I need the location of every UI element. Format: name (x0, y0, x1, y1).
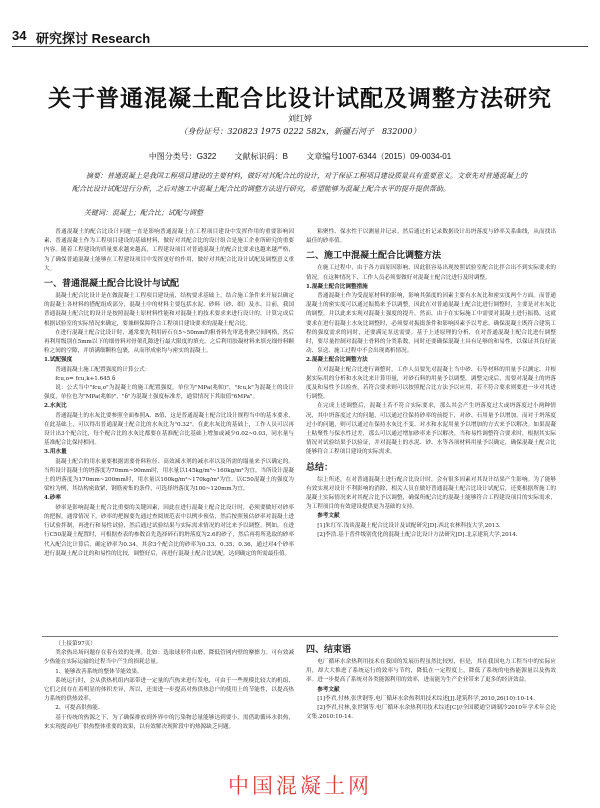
watermark-footer: 中国混凝土网 (228, 774, 372, 798)
paragraph: 说：公式当中"fcu,o"为混凝土的施工配置强度，单位为"MPa(兆帕)"，"fcu,k"为混凝土的设计强度，单位也为"MPa(兆帕)"，"δ"为混凝土强度标准差，通常情况下其取值"6MPa"。 (44, 385, 294, 401)
subsection-heading: 1.混凝土配合比调整措施 (306, 283, 368, 290)
keywords: 关键词：混凝土；配合比；试配与调整 (84, 209, 203, 217)
subsection-heading: 1.试配强度 (44, 357, 73, 364)
paragraph: [2]李浩.基于普件级别优化的混凝土配合比设计方法研究[D].北京建筑大学,2014. (317, 531, 518, 538)
paragraph: 普通混凝土作为受混原材料的影响，影响其强度的因素主要有水灰比和密实度两个方面。而普通混凝土的密实度可以通过振捣来予以调整，因此在对普通混凝土配合比进行调整时，主要是对水灰比的调整。并以此来实现对混凝土强度的提升。然而，由于在实际施工中需要对混凝土进行振捣，这就要求在进行混凝土水灰比调整时，必须要对振捣条件和影响因素予以考虑。确保混凝土既符合建筑工程的强度需求的同时，还要满足泵送需要。基于上述原理的分析，在对普通混凝土配合比进行调整时，要尽量控制对混凝土骨料的分类系数，同时还要确保混凝土具有足够的和易性，以保证其良好流动、泵送、施工过程中不会出现离析情况。 (306, 293, 556, 355)
document-code: 文献标识码：B (234, 152, 288, 161)
section-divider (42, 636, 558, 637)
section-label: 研究探讨 Research (36, 31, 151, 46)
right-column (306, 228, 556, 632)
paragraph: 混凝土配合的用水量要根据需要骨料粒径、高效减水剂的减水率以及所需的塌量来予以确定的。当所设计混凝土的坍落度为70mm~90mm时，用水量以145kg/m³~160kg/m³为宜。当所设计混凝土的坍落度为170mm~200mm时，用水量以160kg/m³~170kg/m³为宜。以C50混凝土的强度为梁柱为例，其结构密致紧、钢筋密集的条件，可选择坍落度为100~120mm为宜。 (44, 458, 294, 493)
paragraph: 粘聚性、保水性于以测量并记录。然后通过折记录数据设计出坍落度与砂率关系曲线，从而找出最佳的砂率值。 (306, 229, 556, 245)
subsection-heading: 3.用水量 (44, 449, 67, 456)
paragraph: 在施工过程中，由于各方面原因影响，因此很容易出现按照试验室配合比拌合出不到实际要求的情况。在这种情况下，工作人员必须要做好对混凝土配合比进行及时调整。 (306, 265, 556, 281)
bottom-left-column (44, 640, 294, 762)
left-column (44, 228, 294, 632)
section-heading: 一、普通混凝土配合比设计与试配 (44, 279, 180, 290)
affiliation: （身份证号：320823 1975 0222 582x，新疆石河子 832000） (179, 127, 421, 136)
clc-number: 中图分类号：G322 (148, 152, 217, 161)
article-title: 关于普通混凝土配合比设计试配及调整方法研究 (48, 85, 552, 112)
paragraph: [1]李君,付林,张世钢等.电厂循环水余热利用技术综述[J].建筑科学,2010,26(10):10-14. (317, 695, 535, 702)
paragraph: 基于传统的热源之下，为了确保排放到外界中的污染物总量能够达到要小，需借助循环水供热，来实现提高电厂供热整体重要的效果，以有效解决现阶段中的热源缺乏问题。 (44, 714, 294, 730)
section-heading: 总结： (306, 462, 334, 473)
paragraph: 电厂循环水余热利用技术在我国的发展历程虽然比较短，但是，其在我国电力工程当中的实际应用，却大大推进了系统运行的效率与节约，降低在一定程度上，降低了系统的电热能源量以及热效率。进一步提高了系统对各类能源利用的效率，进而能为生产企业带来了更多的经济效益。 (306, 659, 556, 684)
subsection-heading: 2.混凝土配合比调整方法 (306, 357, 368, 364)
abstract: 摘要：普通混凝土是我国工程项目建设的主要材料，做好对其配合比的设计，对于保证工程项目建设质量具有重要意义。文章先对普通混凝土的配合比设计试配进行分析，之后对施工中混凝土配合比的调整方法进行研究，希望能够为混凝土配合水平的提升提供帮助。 (72, 172, 527, 193)
subsection-heading: 2.水灰比 (44, 403, 67, 410)
paragraph: 在对混凝土配合比进行调整时，工作人员要先对混凝土当中砂、石等材料的用量予以测定，并根据实际用的分析和水灰比来计算用量，对砂石料的用量予以调整。调整完成后，需要对混凝土的坍落度及和易性予以检查，若符合要求则可以按照配合比方法予以应用，若不符合要求则要进一步对其进行调整。 (306, 366, 556, 401)
paragraph: 系统运行时，会从供热机组内部带进一定量的汽热来进行发电，可由于一些规模比较大的机组，它们之间存在着明显的体积差异，所以，还需进一步提高对热供热总户的使用上的节能性，以提高热力系统的供热效率。 (44, 677, 294, 703)
paragraph: fcu,o= fcu,k+1.645 δ (55, 375, 116, 382)
paragraph: 2、可提高供热能。 (55, 705, 104, 712)
references-heading: 参考文献 (317, 513, 340, 520)
subsection-heading: 4.砂率 (44, 495, 62, 502)
paragraph: 普通混凝土的配合比设计问题一直是影响普通混凝土在工程项目建设中发挥作用的重要影响因素，普通混凝土作为工程项目建设的基础材料，做好对其配合比的设计组合是施工企业所研究的重要内容。随着工程建设的质量要求越来越高，工程建设项目对普通混凝土的配合比要求也越来越严格，为了确保普通混凝土能够在工程建设项目中发挥更好的作用，做好对其配合比设计试配及调整意义重大。 (44, 229, 294, 272)
paragraph: 在完成上述调整后，混凝土若不符合实际要求，那么其会产生坍落度过大或坍落度过小两种情况，其中坍落度过大的问题，可以通过往保持砂率的前提下，对砂、石用量予以增加。而对于坍落度过小的问题，则可以通过在保持水灰比不变、对水和水泥用量予以增加的方式来予以解决。如果混凝土粘聚性与保水性过差，那么可以通过增加砂率来予以解决。当和易性调整符合要求时，根据其实际情况对试验结果予以验证，并对混凝土的水泥、砂、水等各项材料用量予以确定，确保混凝土配合比能够符合工程项目建设的实际需求。 (306, 403, 556, 456)
paragraph: 混凝土配合比设计是在做混凝土工程项目建设前，结构要求基础上，结合施工条件来开展以确定的混凝土各材料的搭配组成部分，混凝土中的材料主要包括水泥、砂料（砂、细）及水、目前，我国普通混凝土配合比的设计是按照混凝土原材料性能和对混凝土的技术要求来进行设计的，计算完成后根据试验室的实际情况来确定，要兼顾保障符合工程项目建设要求的混凝土配合比。 (44, 293, 294, 327)
paragraph: （上接第97页） (55, 641, 96, 647)
paragraph: [2]李君,付林,张世钢等.电厂循环水余热利用技术综述[C]//全国暖通空调制冷2010年学术年会论文集.2010:10-14. (306, 705, 556, 721)
article-number: 文章编号1007-6344（2015）09-0034-01 (306, 152, 452, 161)
references-heading: 参考文献 (317, 686, 340, 693)
article-meta (0, 151, 600, 162)
author: 刘红婷 (288, 114, 312, 123)
paragraph: 普通混凝土施工配置强度的计算公式： (55, 366, 151, 373)
section-heading: 四、结束语 (306, 645, 352, 655)
page-number: 34 (12, 28, 27, 43)
paragraph: 砂率是影响混凝土配合比重要的关键因素，因此在进行混凝土配合比设计时，必须要做好对砂率的把握。通常情况下，砂率的把握要先通过查阅规范表中以例步预估，然后按照预估砂率对混凝土进行试验拌制，再进行和易性试验，然后通过试验结果与实际需求情况的对比来予以调整。例如，在进行C50混凝土配置时，可根据查表的参数首先选择碎石的坍落度为2.6的砂子，然后再将所选取的砂率代入配合比计算后，确定砂率为0.34。其余3个配合比的砂率为0.33、0.35、0.36，通过对4个砂率进行混凝土配合比的和易性的比较，调整好后，再进行混凝土配合比试配，达到确定的所需最佳值。 (44, 504, 294, 557)
paragraph: 1、能够改善系统的整体节能效果。 (55, 668, 143, 675)
header-rule (12, 46, 588, 47)
bottom-right-column (306, 640, 556, 762)
paragraph: 在进行混凝土配合比设计时，通常要先利用碎石在5~50mm的粗骨料先审选骨熟空间网格，然后再利用级别在5mm以下的细骨料对骨架孔隙进行最大限度的填充，之后利用胶凝材料来填充细骨料颗粒之间的空隙，并填满细颗粒包裹，从而形成密均与密实的混凝土。 (44, 329, 294, 355)
paragraph: 类余热出场问题存在着有效的处理。比如：选取球形件由磨，降低管网内壁的摩擦力。可有效减少热能在实际运输的过程当中产生的损耗总量。 (44, 650, 294, 666)
paragraph: 普通混凝土的水灰比要参照全面参照A、B值，这是普通混凝土配合比设计规程当中的基本要求，在此基础上，可以得出普通混凝土配合比的水灰比为"0.32"。在此水灰比的基础上，工作人员可以再设计出3个配合比，每个配合比的水灰比都要在基准配合比基础上增加或减少0.02~0.03，同水量与基准配合比保持相同。 (44, 412, 294, 447)
paragraph: [1]朱红军.浅谈混凝土配合比设计及试配研究[D].西北农林科技大学,2013. (317, 522, 501, 529)
section-heading: 二、施工中混凝土配合比调整方法 (306, 251, 442, 262)
paragraph: 综上所述，在对普通混凝土进行配合比设计时，会有很多因素对其设计结果产生影响。为了能够有效实现对设计不利影响的消除，相关人员在做好普通混凝土配合比设计试配后，还要根据所施工的混凝土实际情况来对其配合比予以调整，确保所配合比的混凝土能够符合工程建设项目的实际需求，为工程项目的有效建设提供更为基础的支持。 (306, 476, 556, 511)
